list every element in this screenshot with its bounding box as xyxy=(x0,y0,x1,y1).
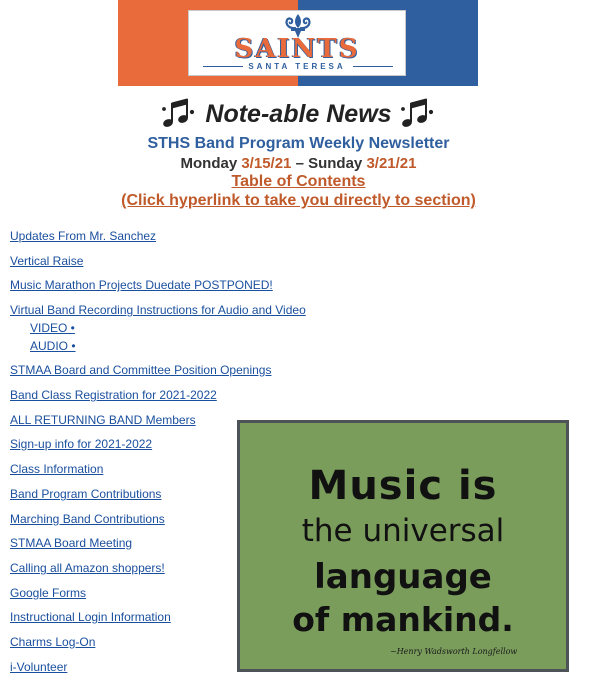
toc-link-stmaa-openings[interactable]: STMAA Board and Committee Position Openings xyxy=(10,363,272,377)
date-range xyxy=(0,155,597,172)
toc-link-band-contributions[interactable]: Band Program Contributions xyxy=(10,487,162,501)
saints-logo xyxy=(188,10,406,76)
newsletter-title: Note-able News xyxy=(205,100,392,128)
toc-link-audio[interactable]: AUDIO • xyxy=(30,339,76,353)
newsletter-subtitle: STHS Band Program Weekly Newsletter xyxy=(147,135,450,152)
newsletter-title-row xyxy=(0,96,597,132)
music-quote-poster xyxy=(237,420,569,672)
logo-word: SAINTS xyxy=(234,34,360,64)
music-notes-icon xyxy=(400,97,436,131)
toc-link-signup-info[interactable]: Sign-up info for 2021-2022 xyxy=(10,437,153,451)
music-notes-icon xyxy=(161,97,197,131)
toc-link-updates-sanchez[interactable]: Updates From Mr. Sanchez xyxy=(10,229,157,243)
toc-link-recording-instructions[interactable]: Virtual Band Recording Instructions for Audio and Video xyxy=(10,303,306,317)
toc-link-charms-logon[interactable]: Charms Log-On xyxy=(10,635,96,649)
quote-line-4: of mankind. xyxy=(292,600,514,639)
date-separator: – xyxy=(295,155,304,172)
quote-line-1: Music is xyxy=(308,463,498,509)
toc-link-class-registration[interactable]: Band Class Registration for 2021-2022 xyxy=(10,388,217,402)
date-start: 3/15/21 xyxy=(241,155,292,172)
toc-link-stmaa-meeting[interactable]: STMAA Board Meeting xyxy=(10,536,133,550)
toc-link-instructional-login[interactable]: Instructional Login Information xyxy=(10,610,171,624)
logo-rule-right xyxy=(353,66,393,67)
toc-link-amazon-shoppers[interactable]: Calling all Amazon shoppers! xyxy=(10,561,165,575)
toc-link-music-marathon[interactable]: Music Marathon Projects Duedate POSTPONED! xyxy=(10,278,273,292)
toc-link-class-information[interactable]: Class Information xyxy=(10,462,104,476)
toc-instructions[interactable]: (Click hyperlink to take you directly to section) xyxy=(121,192,476,209)
toc-link-returning-members[interactable]: ALL RETURNING BAND Members xyxy=(10,413,196,427)
toc-link-i-volunteer[interactable]: i-Volunteer xyxy=(10,660,68,674)
toc-title[interactable]: Table of Contents xyxy=(231,173,366,190)
toc-link-marching-contributions[interactable]: Marching Band Contributions xyxy=(10,512,165,526)
toc-link-vertical-raise[interactable]: Vertical Raise xyxy=(10,254,84,268)
logo-subtext: SANTA TERESA xyxy=(248,62,346,71)
quote-line-3: language xyxy=(314,557,492,597)
date-end-day: Sunday xyxy=(308,155,363,172)
toc-link-google-forms[interactable]: Google Forms xyxy=(10,586,87,600)
toc-link-video[interactable]: VIDEO • xyxy=(30,321,75,335)
quote-attribution: ~Henry Wadsworth Longfellow xyxy=(390,647,518,656)
date-start-day: Monday xyxy=(180,155,238,172)
date-end: 3/21/21 xyxy=(366,155,417,172)
quote-line-2: the universal xyxy=(301,513,505,549)
